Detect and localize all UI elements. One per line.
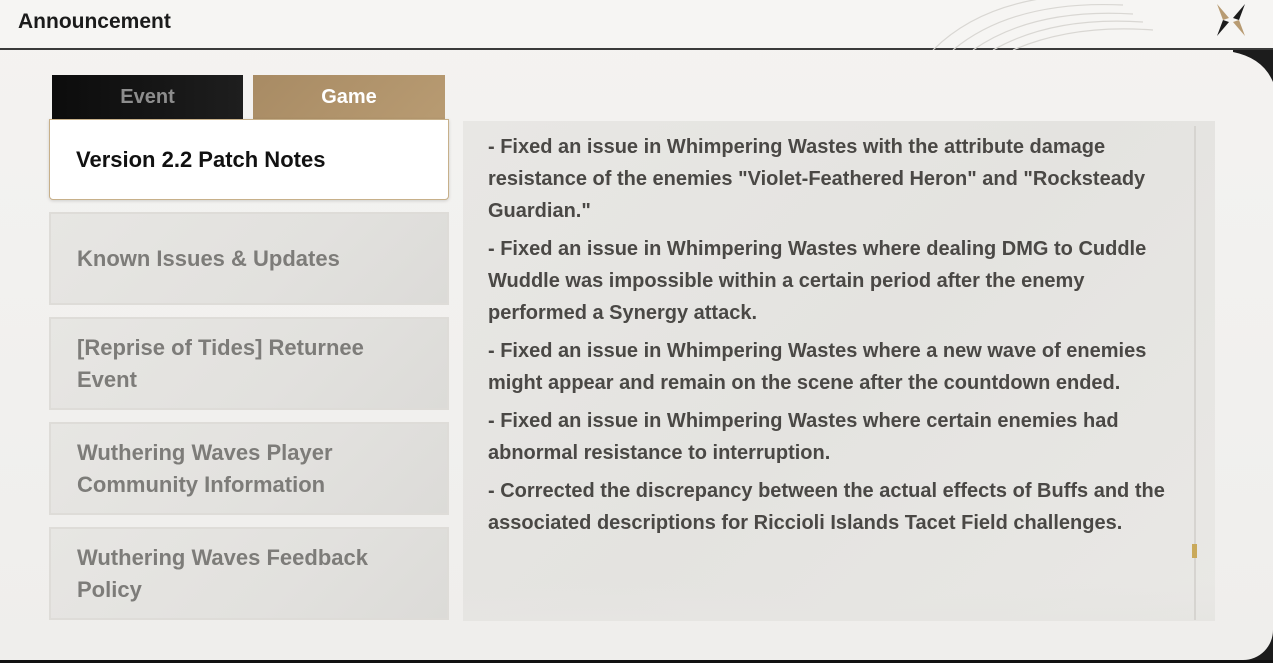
scrollbar-thumb[interactable] xyxy=(1192,544,1197,558)
content-paragraph: - Fixed an issue in Whimpering Wastes where certain enemies had abnormal resistance to interruption. xyxy=(488,410,1119,464)
close-button[interactable] xyxy=(1211,0,1251,40)
content-paragraph: - Fixed an issue in Whimpering Wastes where dealing DMG to Cuddle Wuddle was impossible within a certain period after the enemy performed a Synergy attack. xyxy=(488,238,1147,324)
list-item-label: Version 2.2 Patch Notes xyxy=(76,146,326,172)
page-title: Announcement xyxy=(18,10,171,33)
list-item-label: Known Issues & Updates xyxy=(77,245,340,271)
list-item-known-issues[interactable] xyxy=(49,212,449,305)
corner-decoration xyxy=(1233,50,1273,82)
content-fade xyxy=(463,581,1215,621)
content-paragraph: - Corrected the discrepancy between the actual effects of Buffs and the associated descriptions for Riccioli Islands Tacet Field challenges. xyxy=(488,480,1165,534)
list-item-label: Wuthering Waves Player Community Information xyxy=(77,439,333,497)
tab-event-label: Event xyxy=(120,86,175,108)
list-item-label: Wuthering Waves Feedback Policy xyxy=(77,544,368,602)
list-item-patch-notes[interactable] xyxy=(49,119,449,200)
content-text xyxy=(463,121,1215,539)
list-item-feedback-policy[interactable] xyxy=(49,527,449,620)
tab-game-label: Game xyxy=(321,86,377,108)
tab-game[interactable] xyxy=(253,75,445,120)
list-item-returnee-event[interactable] xyxy=(49,317,449,410)
list-item-community-info[interactable] xyxy=(49,422,449,515)
header-bar xyxy=(0,0,1273,50)
content-paragraph: - Fixed an issue in Whimpering Wastes where a new wave of enemies might appear and remain on the scene after the countdown ended. xyxy=(488,340,1147,394)
tab-event[interactable] xyxy=(52,75,243,120)
category-tabs xyxy=(52,75,445,120)
announcement-content xyxy=(463,121,1215,621)
close-x-icon xyxy=(1211,0,1251,40)
list-item-label: [Reprise of Tides] Returnee Event xyxy=(77,334,364,392)
content-paragraph: - Fixed an issue in Whimpering Wastes with the attribute damage resistance of the enemies "Violet-Feathered Heron" and "Rocksteady Guardian." xyxy=(488,136,1146,222)
